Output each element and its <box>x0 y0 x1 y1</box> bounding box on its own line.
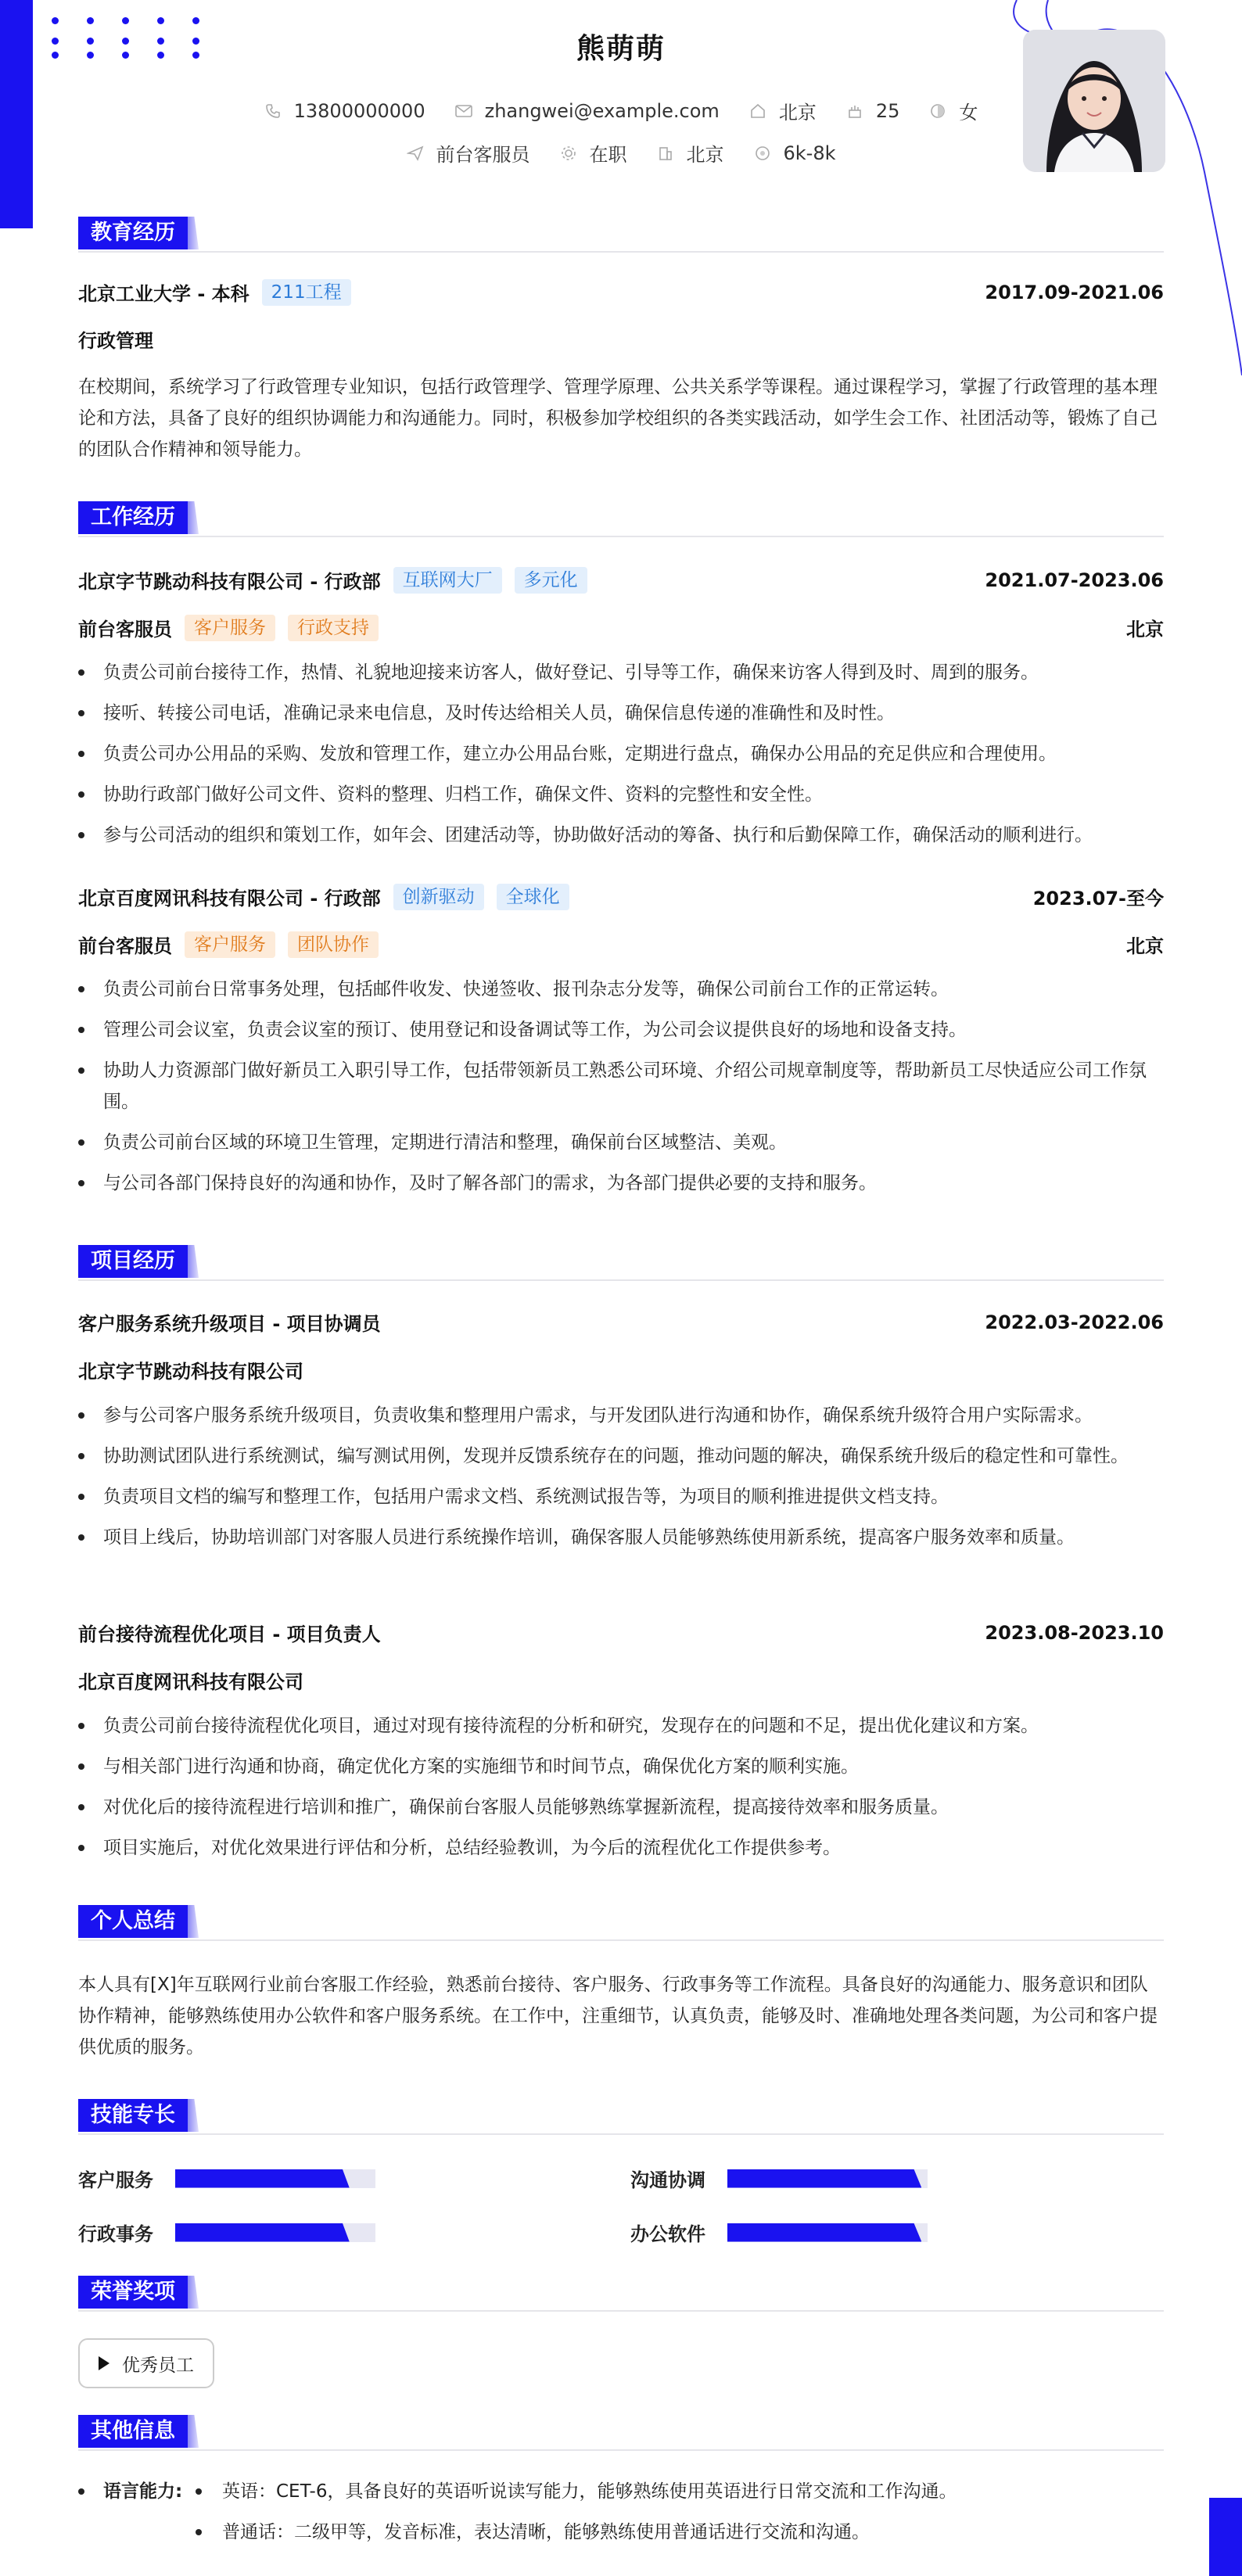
skill-bar-fill <box>175 2169 350 2188</box>
phone-item <box>264 100 425 122</box>
company-tag: 全球化 <box>497 884 569 910</box>
section-honors <box>78 2276 1164 2309</box>
section-title: 个人总结 <box>78 1905 188 1938</box>
project-company: 北京百度网讯科技有限公司 <box>78 1671 303 1693</box>
role-tag: 团队协作 <box>288 931 379 958</box>
home-icon <box>749 102 766 120</box>
other-info <box>78 2476 1164 2557</box>
job-intent-row <box>78 139 1164 167</box>
list-item: 与相关部门进行沟通和协商，确定优化方案的实施细节和时间节点，确保优化方案的顺利实施。 <box>78 1751 1164 1782</box>
role-tag: 行政支持 <box>288 615 379 641</box>
section-divider <box>78 1279 1164 1281</box>
skill-item <box>630 2165 928 2192</box>
project-company-row <box>78 1667 1164 1694</box>
project-header <box>78 1308 1164 1336</box>
skill-name: 办公软件 <box>630 2223 705 2245</box>
school-name: 北京工业大学 - 本科 <box>78 283 249 305</box>
work-header <box>78 566 1164 594</box>
company-tag: 创新驱动 <box>393 884 484 910</box>
work-role-row <box>78 614 1164 641</box>
skill-bar-fill <box>727 2169 921 2188</box>
section-other <box>78 2415 1164 2448</box>
project-title: 客户服务系统升级项目 - 项目协调员 <box>78 1313 381 1335</box>
skill-bar-fill <box>175 2223 350 2242</box>
school-badge: 211工程 <box>262 279 351 306</box>
list-item: 参与公司活动的组织和策划工作，如年会、团建活动等，协助做好活动的筹备、执行和后勤保障工作，确保活动的顺利进行。 <box>78 820 1164 851</box>
salary-item <box>754 142 836 164</box>
skill-item <box>78 2165 375 2192</box>
work-bullets <box>78 657 1164 860</box>
status-text: 在职 <box>589 144 627 166</box>
email-text: zhangwei@example.com <box>484 99 720 122</box>
section-education <box>78 217 1164 249</box>
work-bullets <box>78 974 1164 1208</box>
phone-text: 13800000000 <box>293 99 425 122</box>
skill-item <box>630 2219 928 2246</box>
section-title: 其他信息 <box>78 2415 188 2448</box>
honor-item <box>78 2338 214 2388</box>
gear-icon <box>560 145 577 162</box>
list-item: 负责公司前台区域的环境卫生管理，定期进行清洁和整理，确保前台区域整洁、美观。 <box>78 1127 1164 1158</box>
summary-text: 本人具有[X]年互联网行业前台客服工作经验，熟悉前台接待、客户服务、行政事务等工作流程。具备良好的沟通能力、服务意识和团队协作精神，能够熟练使用办公软件和客户服务系统。在工作中，注重细节，认真负责，能够及时、准确地处理各类问题，为公司和客户提供优质的服务。 <box>78 1975 1158 2058</box>
list-item: 参与公司客户服务系统升级项目，负责收集和整理用户需求，与开发团队进行沟通和协作，确保系统升级符合用户实际需求。 <box>78 1400 1164 1431</box>
education-date: 2017.09-2021.06 <box>985 281 1164 303</box>
section-title: 技能专长 <box>78 2099 188 2132</box>
section-title: 教育经历 <box>78 217 188 249</box>
project-date: 2022.03-2022.06 <box>985 1311 1164 1333</box>
project-bullets <box>78 1400 1164 1562</box>
list-item <box>196 2476 957 2507</box>
list-item: 项目实施后，对优化效果进行评估和分析，总结经验教训，为今后的流程优化工作提供参考。 <box>78 1832 1164 1864</box>
list-item: 负责公司办公用品的采购、发放和管理工作，建立办公用品台账，定期进行盘点，确保办公用品的充足供应和合理使用。 <box>78 738 1164 770</box>
gender-text: 女 <box>959 102 978 124</box>
language-label: 语言能力: <box>103 2481 183 2502</box>
city-item <box>749 97 817 124</box>
section-title: 工作经历 <box>78 501 188 534</box>
city-text: 北京 <box>778 102 817 124</box>
section-skills <box>78 2099 1164 2132</box>
list-item: 管理公司会议室，负责会议室的预订、使用登记和设备调试等工作，为公司会议提供良好的场地和设备支持。 <box>78 1014 1164 1046</box>
coin-icon <box>754 145 771 162</box>
list-item: 接听、转接公司电话，准确记录来电信息，及时传达给相关人员，确保信息传递的准确性和及时性。 <box>78 698 1164 729</box>
list-item: 负责公司前台日常事务处理，包括邮件收发、快递签收、报刊杂志分发等，确保公司前台工作的正常运转。 <box>78 974 1164 1005</box>
list-item: 负责公司前台接待工作，热情、礼貌地迎接来访客人，做好登记、引导等工作，确保来访客人得到及时、周到的服务。 <box>78 657 1164 688</box>
gender-icon <box>929 102 946 120</box>
company-name: 北京百度网讯科技有限公司 - 行政部 <box>78 888 381 909</box>
list-item <box>196 2517 957 2548</box>
list-item: 与公司各部门保持良好的沟通和协作，及时了解各部门的需求，为各部门提供必要的支持和服务。 <box>78 1168 1164 1199</box>
project-header <box>78 1619 1164 1646</box>
skill-bar-fill <box>727 2223 921 2242</box>
list-item: 协助人力资源部门做好新员工入职引导工作，包括带领新员工熟悉公司环境、介绍公司规章制度等，帮助新员工尽快适应公司工作氛围。 <box>78 1055 1164 1118</box>
language-item-text: 英语：CET-6，具备良好的英语听说读写能力，能够熟练使用英语进行日常交流和工作沟通。 <box>222 2481 957 2502</box>
section-divider <box>78 1939 1164 1941</box>
project-date: 2023.08-2023.10 <box>985 1621 1164 1644</box>
list-item: 协助行政部门做好公司文件、资料的整理、归档工作，确保文件、资料的完整性和安全性。 <box>78 779 1164 810</box>
language-item-text: 普通话：二级甲等，发音标准，表达清晰，能够熟练使用普通话进行交流和沟通。 <box>222 2522 870 2542</box>
role-name: 前台客服员 <box>78 935 172 957</box>
role-tag: 客户服务 <box>185 931 275 958</box>
project-bullets <box>78 1710 1164 1873</box>
major-name: 行政管理 <box>78 330 153 352</box>
section-divider <box>78 251 1164 253</box>
email-item <box>455 100 720 122</box>
candidate-name: 熊萌萌 <box>576 33 666 65</box>
section-title: 荣誉奖项 <box>78 2276 188 2309</box>
status-item <box>560 139 627 167</box>
section-divider <box>78 2449 1164 2451</box>
job-target-text: 前台客服员 <box>436 144 530 166</box>
education-header <box>78 278 1164 306</box>
skill-name: 客户服务 <box>78 2169 153 2191</box>
section-divider <box>78 536 1164 537</box>
skill-bar <box>727 2223 928 2242</box>
work-header <box>78 883 1164 910</box>
role-name: 前台客服员 <box>78 619 172 640</box>
work-city: 北京 <box>1126 619 1164 640</box>
section-title: 项目经历 <box>78 1245 188 1278</box>
work-date: 2021.07-2023.06 <box>985 569 1164 591</box>
play-icon <box>99 2356 109 2370</box>
list-item: 负责公司前台接待流程优化项目，通过对现有接待流程的分析和研究，发现存在的问题和不足，提出优化建议和方案。 <box>78 1710 1164 1742</box>
gender-item <box>929 97 978 124</box>
building-icon <box>657 145 674 162</box>
contact-row <box>78 97 1164 124</box>
section-divider <box>78 2133 1164 2135</box>
section-divider <box>78 2310 1164 2312</box>
decor-bar-left <box>0 0 33 228</box>
section-work <box>78 501 1164 534</box>
skill-name: 沟通协调 <box>630 2169 705 2191</box>
work-date: 2023.07-至今 <box>1032 888 1164 909</box>
phone-icon <box>264 102 282 120</box>
skill-bar <box>175 2223 375 2242</box>
send-icon <box>407 145 424 162</box>
job-target-item <box>407 139 530 167</box>
age-item <box>846 100 900 122</box>
list-item: 负责项目文档的编写和整理工作，包括用户需求文档、系统测试报告等，为项目的顺利推进提供文档支持。 <box>78 1481 1164 1512</box>
project-title: 前台接待流程优化项目 - 项目负责人 <box>78 1623 381 1645</box>
decor-bar-right <box>1209 2498 1242 2576</box>
education-description: 在校期间，系统学习了行政管理专业知识，包括行政管理学、管理学原理、公共关系学等课程。通过课程学习，掌握了行政管理的基本理论和方法，具备了良好的组织协调能力和沟通能力。同时，积极参加学校组织的各类实践活动，如学生会工作、社团活动等，锻炼了自己的团队合作精神和领导能力。 <box>78 377 1158 460</box>
skill-item <box>78 2219 375 2246</box>
language-list <box>196 2476 957 2557</box>
language-label-row <box>78 2476 189 2557</box>
project-company: 北京字节跳动科技有限公司 <box>78 1361 303 1383</box>
list-item: 协助测试团队进行系统测试，编写测试用例，发现并反馈系统存在的问题，推动问题的解决，确保系统升级后的稳定性和可靠性。 <box>78 1440 1164 1472</box>
section-projects <box>78 1245 1164 1278</box>
company-tag: 多元化 <box>515 567 587 594</box>
role-tag: 客户服务 <box>185 615 275 641</box>
profile-photo <box>1023 30 1165 172</box>
major-row <box>78 325 1164 353</box>
list-item: 项目上线后，协助培训部门对客服人员进行系统操作培训，确保客服人员能够熟练使用新系统，提高客户服务效率和质量。 <box>78 1522 1164 1553</box>
list-item: 对优化后的接待流程进行培训和推广，确保前台客服人员能够熟练掌握新流程，提高接待效率和服务质量。 <box>78 1792 1164 1823</box>
section-summary <box>78 1905 1164 1938</box>
honor-name: 优秀员工 <box>122 2355 194 2376</box>
target-city-item <box>657 139 724 167</box>
skill-bar <box>175 2169 375 2188</box>
skill-bar <box>727 2169 928 2188</box>
company-tag: 互联网大厂 <box>393 567 502 594</box>
project-company-row <box>78 1356 1164 1383</box>
cake-icon <box>846 102 863 120</box>
work-city: 北京 <box>1126 935 1164 957</box>
salary-text: 6k-8k <box>783 142 836 164</box>
company-name: 北京字节跳动科技有限公司 - 行政部 <box>78 571 381 593</box>
target-city-text: 北京 <box>686 144 724 166</box>
age-text: 25 <box>875 99 900 122</box>
skill-name: 行政事务 <box>78 2223 153 2245</box>
mail-icon <box>455 102 472 120</box>
work-role-row <box>78 931 1164 958</box>
